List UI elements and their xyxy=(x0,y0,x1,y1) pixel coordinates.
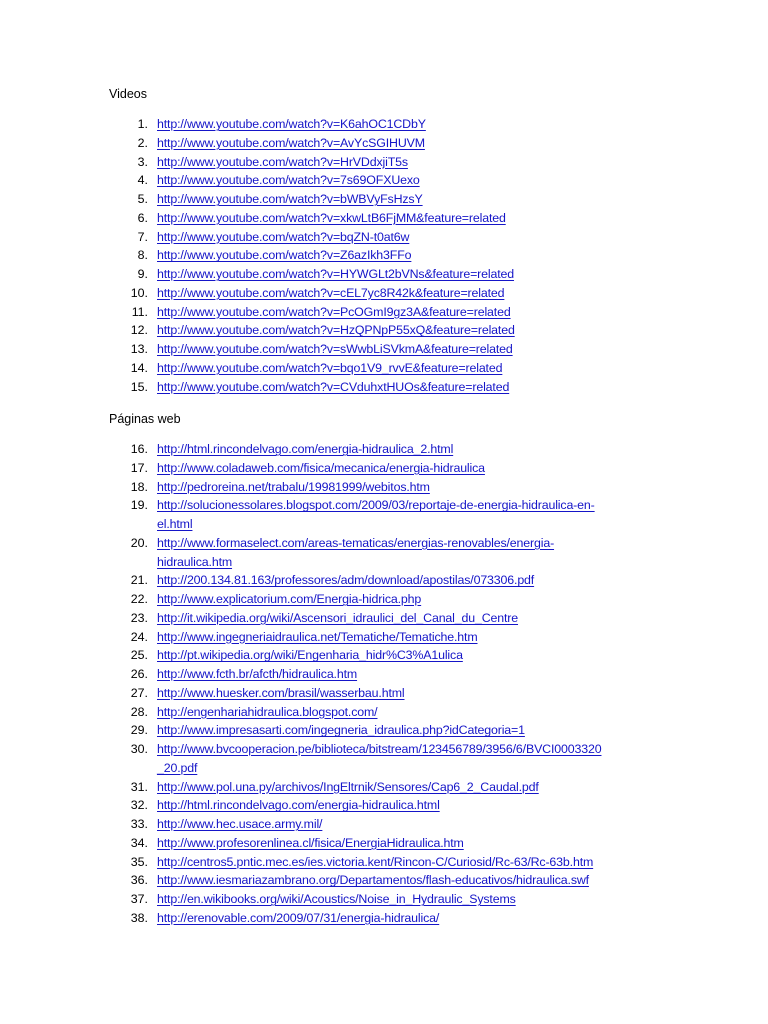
list-number: 33. xyxy=(130,817,148,831)
hyperlink[interactable]: http://en.wikibooks.org/wiki/Acoustics/Noise_in_Hydraulic_Systems xyxy=(157,892,516,906)
hyperlink[interactable]: http://www.profesorenlinea.cl/fisica/EnergiaHidraulica.htm xyxy=(157,835,464,850)
list-number: 32. xyxy=(130,798,148,813)
hyperlink[interactable]: http://www.pol.una.py/archivos/IngEltrnik/Sensores/Cap6_2_Caudal.pdf xyxy=(157,779,539,794)
list-item xyxy=(0,209,768,228)
list-item xyxy=(0,459,768,478)
list-number: 7. xyxy=(137,229,148,244)
hyperlink[interactable]: http://engenhariahidraulica.blogspot.com/ xyxy=(157,704,378,719)
list-item xyxy=(0,740,768,778)
list-item xyxy=(0,228,768,247)
list-number: 17. xyxy=(130,460,148,475)
list-item xyxy=(0,609,768,628)
list-item xyxy=(0,359,768,378)
hyperlink[interactable]: http://it.wikipedia.org/wiki/Ascensori_idraulici_del_Canal_du_Centre xyxy=(157,610,519,625)
list-item xyxy=(0,590,768,609)
hyperlink[interactable]: http://www.formaselect.com/areas-tematicas/energias-renovables/energia- hidraulica.htm xyxy=(157,535,555,569)
hyperlink[interactable]: http://www.youtube.com/watch?v=PcOGmI9gz3A&feature=related xyxy=(157,304,511,319)
list-item xyxy=(0,378,768,397)
hyperlink[interactable]: http://www.youtube.com/watch?v=sWwbLiSVkmA&feature=related xyxy=(157,342,513,356)
list-number: 27. xyxy=(130,685,148,700)
list-item xyxy=(0,834,768,853)
hyperlink[interactable]: http://www.youtube.com/watch?v=AvYcSGIHUVM xyxy=(157,135,425,150)
list-item xyxy=(0,871,768,890)
list-number: 20. xyxy=(130,535,148,550)
hyperlink[interactable]: http://html.rincondelvago.com/energia-hidraulica.html xyxy=(157,798,440,813)
hyperlink[interactable]: http://www.huesker.com/brasil/wasserbau.html xyxy=(157,685,405,700)
list-number: 25. xyxy=(130,648,148,663)
list-item xyxy=(0,721,768,740)
list-number: 34. xyxy=(130,835,148,850)
list-number: 6. xyxy=(137,210,148,225)
list-number: 19. xyxy=(130,498,148,513)
list-item xyxy=(0,684,768,703)
list-number: 36. xyxy=(130,873,148,888)
list-number: 4. xyxy=(137,173,148,188)
list-item xyxy=(0,190,768,209)
list-item xyxy=(0,340,768,359)
list-number: 28. xyxy=(130,704,148,719)
hyperlink[interactable]: http://www.youtube.com/watch?v=HrVDdxjiT5s xyxy=(157,154,408,169)
list-item xyxy=(0,115,768,134)
hyperlink[interactable]: http://www.youtube.com/watch?v=bqo1V9_rvvE&feature=related xyxy=(157,360,503,375)
list-number: 21. xyxy=(130,573,148,588)
list-item xyxy=(0,571,768,590)
list-number: 22. xyxy=(130,592,148,606)
hyperlink[interactable]: http://www.coladaweb.com/fisica/mecanica/energia-hidraulica xyxy=(157,460,485,475)
list-number: 3. xyxy=(137,154,148,169)
list-number: 12. xyxy=(130,323,148,338)
hyperlink[interactable]: http://www.youtube.com/watch?v=K6ahOC1CDbY xyxy=(157,117,426,131)
list-item xyxy=(0,815,768,834)
list-number: 11. xyxy=(131,304,148,319)
hyperlink[interactable]: http://centros5.pntic.mec.es/ies.victoria.kent/Rincon-C/Curiosid/Rc-63/Rc-63b.htm xyxy=(157,854,594,869)
list-item xyxy=(0,628,768,647)
list-number: 16. xyxy=(130,442,148,456)
list-item xyxy=(0,909,768,928)
hyperlink[interactable]: http://html.rincondelvago.com/energia-hidraulica_2.html xyxy=(157,442,454,456)
hyperlink[interactable]: http://www.youtube.com/watch?v=HzQPNpP55xQ&feature=related xyxy=(157,323,515,338)
hyperlink[interactable]: http://solucionessolares.blogspot.com/2009/03/reportaje-de-energia-hidraulica-en- el.html xyxy=(157,498,595,531)
list-item xyxy=(0,703,768,722)
hyperlink[interactable]: http://www.youtube.com/watch?v=bWBVyFsHzsY xyxy=(157,192,423,206)
section-heading-web-pages: Páginas web xyxy=(109,412,181,426)
list-number: 15. xyxy=(130,379,148,394)
list-number: 10. xyxy=(130,285,148,300)
list-item xyxy=(0,284,768,303)
hyperlink[interactable]: http://www.explicatorium.com/Energia-hidrica.php xyxy=(157,592,422,606)
hyperlink[interactable]: http://www.youtube.com/watch?v=xkwLtB6FjMM&feature=related xyxy=(157,210,506,225)
list-number: 14. xyxy=(130,360,148,375)
list-item xyxy=(0,534,768,572)
hyperlink[interactable]: http://www.impresasarti.com/ingegneria_idraulica.php?idCategoria=1 xyxy=(157,723,525,738)
hyperlink[interactable]: http://pedroreina.net/trabalu/19981999/webitos.htm xyxy=(157,479,430,494)
list-item xyxy=(0,478,768,497)
hyperlink[interactable]: http://pt.wikipedia.org/wiki/Engenharia_hidr%C3%A1ulica xyxy=(157,648,463,663)
list-number: 13. xyxy=(130,342,148,356)
list-number: 30. xyxy=(130,742,148,756)
hyperlink[interactable]: http://www.hec.usace.army.mil/ xyxy=(157,817,323,831)
list-number: 31. xyxy=(130,779,148,794)
video-link-list xyxy=(0,115,768,396)
list-item xyxy=(0,303,768,322)
list-item xyxy=(0,153,768,172)
list-item xyxy=(0,890,768,909)
list-number: 24. xyxy=(130,629,148,644)
list-number: 37. xyxy=(130,892,148,906)
hyperlink[interactable]: http://erenovable.com/2009/07/31/energia-hidraulica/ xyxy=(157,910,440,925)
hyperlink[interactable]: http://www.youtube.com/watch?v=HYWGLt2bVNs&feature=related xyxy=(157,267,515,281)
list-item xyxy=(0,246,768,265)
hyperlink[interactable]: http://www.youtube.com/watch?v=CVduhxtHUOs&feature=related xyxy=(157,379,510,394)
list-number: 18. xyxy=(130,479,148,494)
list-item xyxy=(0,265,768,284)
section-heading-videos: Videos xyxy=(109,87,147,101)
list-number: 5. xyxy=(137,192,148,206)
hyperlink[interactable]: http://www.youtube.com/watch?v=bqZN-t0at6w xyxy=(157,229,410,244)
web-page-link-list xyxy=(0,440,768,928)
list-item xyxy=(0,665,768,684)
list-item xyxy=(0,646,768,665)
hyperlink[interactable]: http://www.youtube.com/watch?v=7s69OFXUexo xyxy=(157,173,420,188)
hyperlink[interactable]: http://www.youtube.com/watch?v=Z6azIkh3FFo xyxy=(157,248,412,263)
list-number: 26. xyxy=(130,667,148,681)
list-number: 8. xyxy=(137,248,148,263)
list-item xyxy=(0,134,768,153)
list-number: 9. xyxy=(137,267,148,281)
list-number: 38. xyxy=(130,910,148,925)
list-number: 2. xyxy=(137,135,148,150)
list-item xyxy=(0,853,768,872)
hyperlink[interactable]: http://www.fcth.br/afcth/hidraulica.htm xyxy=(157,667,358,681)
list-item xyxy=(0,321,768,340)
list-number: 29. xyxy=(130,723,148,738)
hyperlink[interactable]: http://www.ingegneriaidraulica.net/Tematiche/Tematiche.htm xyxy=(157,629,478,644)
list-number: 23. xyxy=(130,610,148,625)
hyperlink[interactable]: http://www.bvcooperacion.pe/biblioteca/bitstream/123456789/3956/6/BVCI0003320 _20.pdf xyxy=(157,742,602,775)
hyperlink[interactable]: http://www.youtube.com/watch?v=cEL7yc8R42k&feature=related xyxy=(157,285,505,300)
hyperlink[interactable]: http://www.iesmariazambrano.org/Departamentos/flash-educativos/hidraulica.swf xyxy=(157,873,589,888)
list-number: 1. xyxy=(137,117,148,131)
list-item xyxy=(0,440,768,459)
list-item xyxy=(0,796,768,815)
list-number: 35. xyxy=(130,854,148,869)
list-item xyxy=(0,778,768,797)
hyperlink[interactable]: http://200.134.81.163/professores/adm/download/apostilas/073306.pdf xyxy=(157,573,535,588)
list-item xyxy=(0,171,768,190)
list-item xyxy=(0,496,768,534)
